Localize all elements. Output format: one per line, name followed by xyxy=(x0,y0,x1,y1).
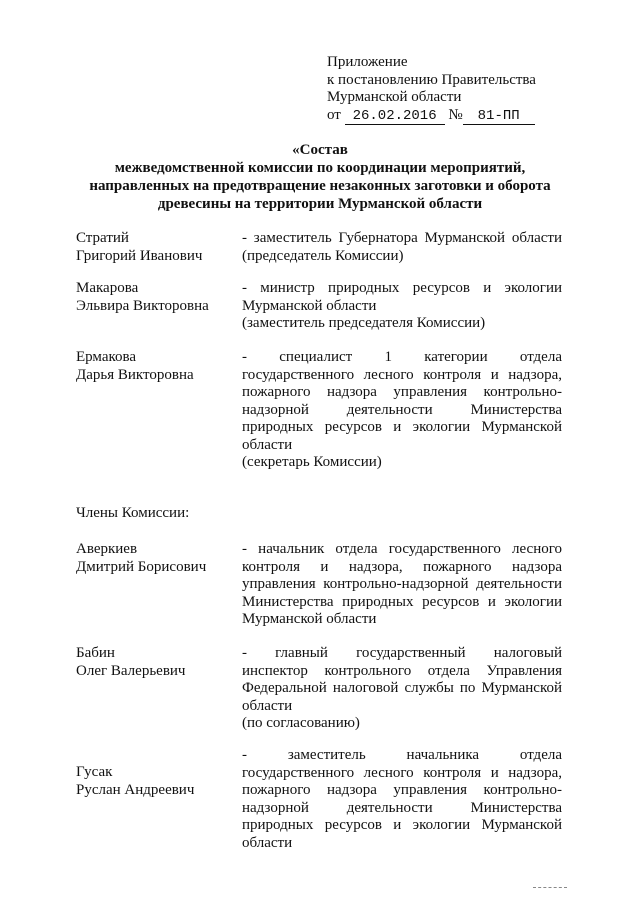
surname: Аверкиев xyxy=(76,541,138,557)
decree-number: 81-ПП xyxy=(463,109,535,125)
given-name: Дмитрий Борисович xyxy=(76,558,207,575)
member-role xyxy=(242,230,562,265)
role-line: (председатель Комиссии) xyxy=(242,247,404,264)
member-name xyxy=(76,230,236,265)
title-line: межведомственной комиссии по координации мероприятий, xyxy=(114,160,526,176)
role-line: природных ресурсов и экологии Мурманской xyxy=(242,817,562,833)
title-line: древесины на территории Мурманской области xyxy=(157,196,483,212)
role-line: (по согласованию) xyxy=(242,715,360,731)
surname: Гусак xyxy=(76,764,113,780)
role-line: (заместитель председателя Комиссии) xyxy=(242,315,486,331)
role-line: - заместитель начальника отдела xyxy=(242,747,562,763)
role-line: - начальник отдела государственного лесного xyxy=(242,541,562,557)
title-line: «Состав xyxy=(292,142,348,158)
member-name xyxy=(76,349,236,384)
member-name xyxy=(76,645,236,680)
member-name xyxy=(76,541,236,576)
document-title xyxy=(60,141,580,213)
title-line: направленных на предотвращение незаконных заготовки и оборота xyxy=(89,178,551,194)
page-edge-mark xyxy=(533,887,567,888)
role-line: Мурманской области xyxy=(242,611,377,627)
appendix-line: Приложение xyxy=(327,54,408,70)
role-line: - специалист 1 категории отдела xyxy=(242,349,562,365)
appendix-line: к постановлению Правительства xyxy=(327,71,536,88)
given-name: Эльвира Викторовна xyxy=(76,297,209,314)
given-name: Олег Валерьевич xyxy=(76,662,186,679)
role-line: Федеральной налоговой службы по Мурманской xyxy=(242,680,562,696)
role-line: - министр природных ресурсов и экологии xyxy=(242,280,562,296)
role-line: (секретарь Комиссии) xyxy=(242,454,382,470)
member-role xyxy=(242,349,562,472)
number-label: № xyxy=(448,106,463,123)
role-line: области xyxy=(242,697,293,714)
role-line: инспектор контрольного отдела Управления xyxy=(242,662,562,679)
role-line: управления контрольно-надзорной деятельности xyxy=(242,576,562,592)
member-name xyxy=(76,764,236,799)
role-line: Мурманской области xyxy=(242,297,377,314)
role-line: надзорной деятельности Министерства xyxy=(242,799,562,816)
given-name: Руслан Андреевич xyxy=(76,781,195,798)
appendix-block xyxy=(327,54,587,125)
member-name xyxy=(76,280,236,315)
given-name: Дарья Викторовна xyxy=(76,366,194,383)
role-line: государственного лесного контроля и надзора, xyxy=(242,764,562,781)
role-line: - главный государственный налоговый xyxy=(242,645,562,661)
role-line: области xyxy=(242,834,293,851)
member-role xyxy=(242,645,562,733)
role-line: - заместитель Губернатора Мурманской области xyxy=(242,230,562,246)
appendix-line: Мурманской области xyxy=(327,89,462,105)
members-heading: Члены Комиссии: xyxy=(76,505,190,521)
role-line: области xyxy=(242,436,293,453)
role-line: пожарного надзора управления контрольно- xyxy=(242,384,562,400)
role-line: природных ресурсов и экологии Мурманской xyxy=(242,419,562,435)
member-role xyxy=(242,280,562,333)
member-role xyxy=(242,541,562,629)
role-line: Министерства природных ресурсов и экологии xyxy=(242,593,562,610)
role-line: контроля и надзора, пожарного надзора xyxy=(242,558,562,575)
surname: Стратий xyxy=(76,230,129,246)
role-line: надзорной деятельности Министерства xyxy=(242,401,562,418)
role-line: пожарного надзора управления контрольно- xyxy=(242,782,562,798)
member-role xyxy=(242,747,562,852)
from-label: от xyxy=(327,106,341,123)
surname: Бабин xyxy=(76,645,115,661)
surname: Ермакова xyxy=(76,349,137,365)
decree-date: 26.02.2016 xyxy=(345,109,445,125)
role-line: государственного лесного контроля и надзора, xyxy=(242,366,562,383)
surname: Макарова xyxy=(76,280,139,296)
appendix-date-line xyxy=(327,107,587,125)
given-name: Григорий Иванович xyxy=(76,247,203,264)
